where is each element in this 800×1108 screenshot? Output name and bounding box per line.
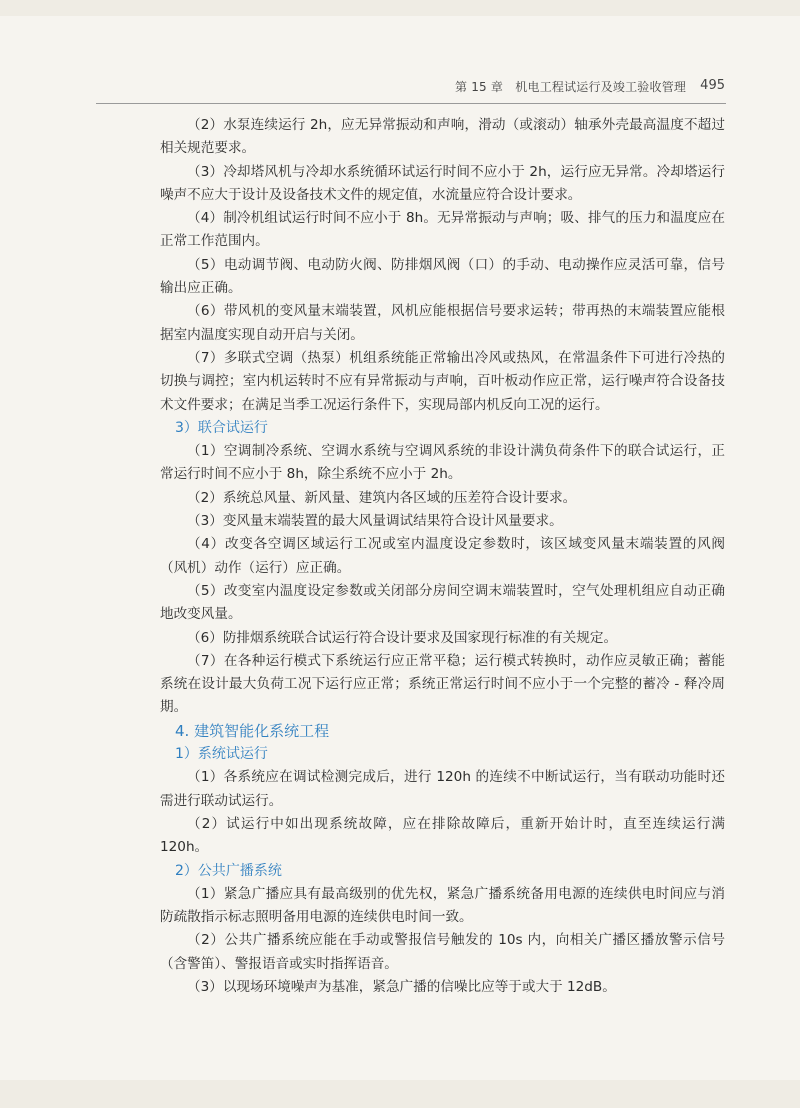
- paragraph: （2）试运行中如出现系统故障，应在排除故障后，重新开始计时，直至连续运行满 120h。: [160, 815, 725, 856]
- paragraph: （1）紧急广播应具有最高级别的优先权，紧急广播系统备用电源的连续供电时间应与消防疏散指示标志照明备用电源的连续供电时间一致。: [160, 885, 725, 926]
- paragraph: （7）多联式空调（热泵）机组系统能正常输出冷风或热风，在常温条件下可进行冷热的切换与调控；室内机运转时不应有异常振动与声响，百叶板动作应正常，运行噪声符合设备技术文件要求；在满足当季工况运行条件下，实现局部内机反向工况的运行。: [160, 349, 725, 413]
- running-header: [455, 78, 725, 95]
- paragraph: （6）防排烟系统联合试运行符合设计要求及国家现行标准的有关规定。: [187, 629, 618, 646]
- paragraph: （3）变风量末端装置的最大风量调试结果符合设计风量要求。: [187, 513, 563, 530]
- section-heading: 1）系统试运行: [175, 746, 268, 763]
- paragraph: （5）改变室内温度设定参数或关闭部分房间空调末端装置时，空气处理机组应自动正确地改变风量。: [160, 582, 725, 623]
- paragraph: （4）改变各空调区域运行工况或室内温度设定参数时，该区域变风量末端装置的风阀（风机）动作（运行）应正确。: [160, 536, 725, 576]
- paragraph: （1）空调制冷系统、空调水系统与空调风系统的非设计满负荷条件下的联合试运行，正常运行时间不应小于 8h，除尘系统不应小于 2h。: [160, 443, 725, 483]
- chapter-title: 第 15 章 机电工程试运行及竣工验收管理: [455, 80, 687, 94]
- paragraph: （2）公共广播系统应能在手动或警报信号触发的 10s 内，向相关广播区播放警示信号（含警笛）、警报语音或实时指挥语音。: [160, 932, 725, 972]
- chapter-section-heading: 4. 建筑智能化系统工程: [175, 721, 330, 740]
- section-heading: 2）公共广播系统: [175, 862, 282, 879]
- paragraph: （7）在各种运行模式下系统运行应正常平稳；运行模式转换时，动作应灵敏正确；蓄能系统在设计最大负荷工况下运行应正常；系统正常运行时间不应小于一个完整的蓄冷 - 释冷周期。: [160, 652, 725, 716]
- header-rule: [96, 103, 726, 104]
- top-margin: [0, 0, 800, 16]
- paragraph: （3）以现场环境噪声为基准，紧急广播的信噪比应等于或大于 12dB。: [187, 978, 616, 995]
- page-body: [160, 114, 725, 999]
- paragraph: （6）带风机的变风量末端装置，风机应能根据信号要求运转；带再热的末端装置应能根据室内温度实现自动开启与关闭。: [160, 303, 725, 343]
- paragraph: （4）制冷机组试运行时间不应小于 8h。无异常振动与声响；吸、排气的压力和温度应在正常工作范围内。: [160, 210, 725, 250]
- paragraph: （2）系统总风量、新风量、建筑内各区域的压差符合设计要求。: [187, 489, 577, 506]
- page-number: 495: [700, 78, 725, 93]
- paragraph: （3）冷却塔风机与冷却水系统循环试运行时间不应小于 2h，运行应无异常。冷却塔运行噪声不应大于设计及设备技术文件的规定值，水流量应符合设计要求。: [160, 163, 725, 203]
- section-heading: 3）联合试运行: [175, 419, 268, 436]
- paragraph: （2）水泵连续运行 2h，应无异常振动和声响，滑动（或滚动）轴承外壳最高温度不超过相关规范要求。: [160, 117, 725, 157]
- bottom-margin: [0, 1080, 800, 1108]
- paragraph: （5）电动调节阀、电动防火阀、防排烟风阀（口）的手动、电动操作应灵活可靠，信号输出应正确。: [160, 256, 725, 297]
- paragraph: （1）各系统应在调试检测完成后，进行 120h 的连续不中断试运行，当有联动功能时还需进行联动试运行。: [160, 769, 725, 809]
